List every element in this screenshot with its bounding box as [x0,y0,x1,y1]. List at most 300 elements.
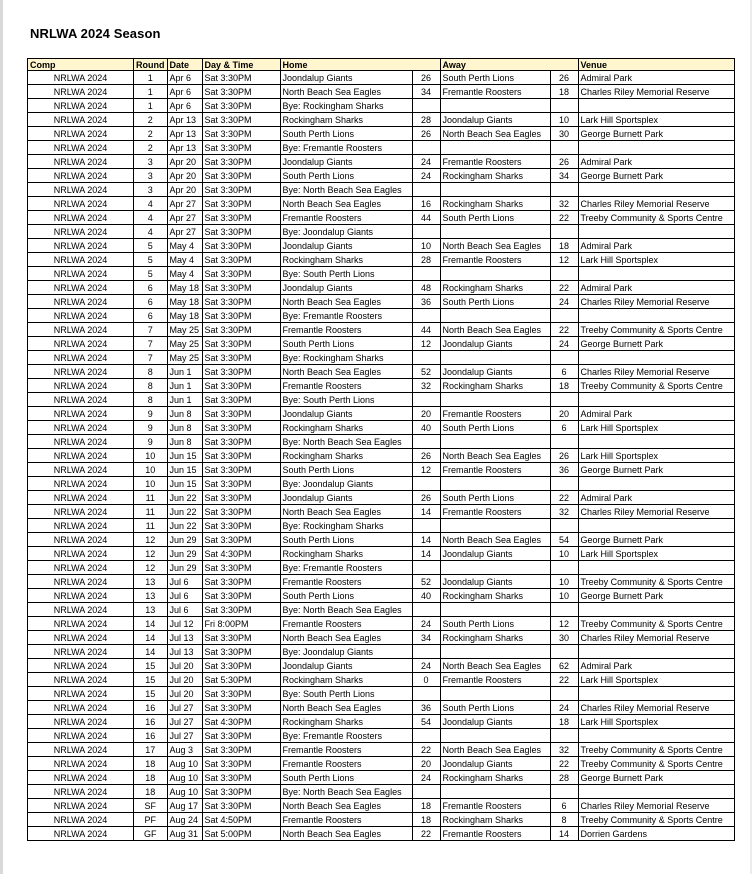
table-row [28,575,735,589]
day-time-cell: Fri 8:00PM [202,617,280,631]
day-time-cell: Sat 3:30PM [202,183,280,197]
table-row [28,547,735,561]
date-cell: Aug 17 [167,799,202,813]
comp-cell: NRLWA 2024 [28,477,134,491]
away-team-cell: Rockingham Sharks [440,197,550,211]
round-cell: 13 [134,589,168,603]
date-cell: Jun 15 [167,463,202,477]
day-time-cell: Sat 5:30PM [202,673,280,687]
round-cell: SF [134,799,168,813]
home-score-cell [412,477,440,491]
day-time-cell: Sat 3:30PM [202,659,280,673]
table-row [28,477,735,491]
table-row [28,435,735,449]
comp-cell: NRLWA 2024 [28,505,134,519]
table-row [28,127,735,141]
header-date: Date [167,59,202,71]
venue-cell: Charles Riley Memorial Reserve [578,505,734,519]
away-team-cell: Joondalup Giants [440,547,550,561]
round-cell: 9 [134,407,168,421]
table-row [28,589,735,603]
away-team-cell: Fremantle Roosters [440,85,550,99]
away-team-cell: North Beach Sea Eagles [440,449,550,463]
day-time-cell: Sat 4:30PM [202,715,280,729]
home-team-cell: North Beach Sea Eagles [280,799,412,813]
round-cell: 6 [134,281,168,295]
away-team-cell: Joondalup Giants [440,575,550,589]
date-cell: Apr 20 [167,169,202,183]
away-score-cell: 34 [550,169,578,183]
table-row [28,449,735,463]
date-cell: Jul 13 [167,645,202,659]
away-score-cell: 10 [550,589,578,603]
round-cell: 10 [134,477,168,491]
day-time-cell: Sat 3:30PM [202,169,280,183]
away-team-cell: South Perth Lions [440,421,550,435]
day-time-cell: Sat 3:30PM [202,491,280,505]
away-team-cell: Fremantle Roosters [440,799,550,813]
round-cell: 8 [134,379,168,393]
day-time-cell: Sat 3:30PM [202,141,280,155]
table-row [28,659,735,673]
day-time-cell: Sat 3:30PM [202,421,280,435]
round-cell: 7 [134,323,168,337]
date-cell: May 25 [167,351,202,365]
day-time-cell: Sat 3:30PM [202,309,280,323]
venue-cell: Charles Riley Memorial Reserve [578,85,734,99]
home-team-cell: South Perth Lions [280,463,412,477]
day-time-cell: Sat 3:30PM [202,729,280,743]
home-score-cell: 28 [412,113,440,127]
date-cell: Jun 29 [167,533,202,547]
home-team-cell: Joondalup Giants [280,659,412,673]
away-score-cell: 18 [550,379,578,393]
away-score-cell: 62 [550,659,578,673]
home-team-cell: Joondalup Giants [280,491,412,505]
round-cell: 12 [134,547,168,561]
away-score-cell [550,645,578,659]
venue-cell: Treeby Community & Sports Centre [578,617,734,631]
date-cell: Jun 22 [167,519,202,533]
home-team-cell: Bye: Joondalup Giants [280,225,412,239]
home-team-cell: Bye: North Beach Sea Eagles [280,785,412,799]
home-score-cell [412,435,440,449]
home-score-cell [412,267,440,281]
venue-cell [578,785,734,799]
table-row [28,253,735,267]
home-score-cell: 26 [412,449,440,463]
home-score-cell [412,183,440,197]
table-row [28,379,735,393]
away-score-cell: 12 [550,253,578,267]
home-score-cell: 14 [412,505,440,519]
round-cell: 15 [134,687,168,701]
comp-cell: NRLWA 2024 [28,421,134,435]
round-cell: 5 [134,253,168,267]
day-time-cell: Sat 3:30PM [202,127,280,141]
away-score-cell: 10 [550,547,578,561]
away-score-cell: 26 [550,449,578,463]
table-row [28,267,735,281]
home-score-cell: 22 [412,827,440,841]
away-score-cell: 6 [550,799,578,813]
day-time-cell: Sat 3:30PM [202,631,280,645]
venue-cell [578,267,734,281]
day-time-cell: Sat 4:50PM [202,813,280,827]
table-row [28,771,735,785]
comp-cell: NRLWA 2024 [28,519,134,533]
away-score-cell: 6 [550,421,578,435]
table-row [28,631,735,645]
date-cell: Apr 20 [167,155,202,169]
date-cell: Jul 27 [167,729,202,743]
away-team-cell: South Perth Lions [440,701,550,715]
table-row [28,239,735,253]
date-cell: Apr 27 [167,225,202,239]
away-team-cell [440,183,550,197]
home-score-cell: 14 [412,533,440,547]
header-comp: Comp [28,59,134,71]
venue-cell: George Burnett Park [578,337,734,351]
table-row [28,463,735,477]
away-score-cell [550,183,578,197]
comp-cell: NRLWA 2024 [28,743,134,757]
away-score-cell: 10 [550,113,578,127]
home-score-cell [412,141,440,155]
day-time-cell: Sat 3:30PM [202,771,280,785]
comp-cell: NRLWA 2024 [28,729,134,743]
round-cell: 10 [134,449,168,463]
venue-cell: George Burnett Park [578,589,734,603]
home-team-cell: Fremantle Roosters [280,813,412,827]
home-score-cell [412,785,440,799]
comp-cell: NRLWA 2024 [28,239,134,253]
day-time-cell: Sat 3:30PM [202,253,280,267]
day-time-cell: Sat 3:30PM [202,645,280,659]
table-row [28,491,735,505]
home-score-cell: 26 [412,491,440,505]
home-score-cell: 18 [412,799,440,813]
venue-cell: Lark Hill Sportsplex [578,113,734,127]
venue-cell: Charles Riley Memorial Reserve [578,799,734,813]
home-score-cell [412,225,440,239]
home-score-cell: 24 [412,617,440,631]
comp-cell: NRLWA 2024 [28,701,134,715]
home-team-cell: South Perth Lions [280,169,412,183]
day-time-cell: Sat 3:30PM [202,463,280,477]
away-score-cell: 30 [550,631,578,645]
comp-cell: NRLWA 2024 [28,211,134,225]
away-score-cell: 22 [550,491,578,505]
round-cell: 10 [134,463,168,477]
home-score-cell: 54 [412,715,440,729]
day-time-cell: Sat 3:30PM [202,85,280,99]
home-team-cell: Bye: Rockingham Sharks [280,99,412,113]
home-score-cell [412,393,440,407]
away-team-cell: Rockingham Sharks [440,379,550,393]
round-cell: 16 [134,701,168,715]
day-time-cell: Sat 3:30PM [202,99,280,113]
round-cell: 7 [134,351,168,365]
home-team-cell: South Perth Lions [280,771,412,785]
home-team-cell: Rockingham Sharks [280,715,412,729]
table-row [28,211,735,225]
home-team-cell: Bye: Fremantle Roosters [280,309,412,323]
round-cell: 12 [134,561,168,575]
home-score-cell: 36 [412,701,440,715]
away-team-cell [440,393,550,407]
away-team-cell [440,225,550,239]
date-cell: Apr 6 [167,99,202,113]
away-team-cell: North Beach Sea Eagles [440,127,550,141]
venue-cell [578,477,734,491]
home-score-cell [412,645,440,659]
date-cell: Aug 24 [167,813,202,827]
venue-cell [578,183,734,197]
away-score-cell: 18 [550,85,578,99]
home-score-cell: 24 [412,155,440,169]
home-team-cell: Bye: Rockingham Sharks [280,519,412,533]
date-cell: May 18 [167,281,202,295]
date-cell: Jun 29 [167,561,202,575]
away-score-cell: 30 [550,127,578,141]
away-score-cell [550,729,578,743]
away-team-cell: Joondalup Giants [440,337,550,351]
away-score-cell: 22 [550,323,578,337]
date-cell: Jun 1 [167,379,202,393]
table-row [28,197,735,211]
date-cell: Jul 13 [167,631,202,645]
home-team-cell: Bye: North Beach Sea Eagles [280,435,412,449]
date-cell: Apr 27 [167,211,202,225]
round-cell: 14 [134,631,168,645]
home-score-cell: 52 [412,575,440,589]
comp-cell: NRLWA 2024 [28,365,134,379]
round-cell: 9 [134,421,168,435]
home-score-cell: 12 [412,463,440,477]
table-row [28,281,735,295]
day-time-cell: Sat 3:30PM [202,561,280,575]
away-team-cell: Fremantle Roosters [440,505,550,519]
away-score-cell [550,99,578,113]
day-time-cell: Sat 5:00PM [202,827,280,841]
home-score-cell: 44 [412,323,440,337]
venue-cell: Admiral Park [578,491,734,505]
away-team-cell: Fremantle Roosters [440,463,550,477]
home-score-cell: 22 [412,743,440,757]
date-cell: May 25 [167,337,202,351]
comp-cell: NRLWA 2024 [28,547,134,561]
date-cell: Jul 6 [167,603,202,617]
away-team-cell: Rockingham Sharks [440,771,550,785]
home-score-cell [412,351,440,365]
away-score-cell: 20 [550,407,578,421]
away-score-cell [550,435,578,449]
comp-cell: NRLWA 2024 [28,295,134,309]
away-team-cell: Fremantle Roosters [440,407,550,421]
date-cell: Apr 20 [167,183,202,197]
header-home: Home [280,59,412,71]
away-score-cell [550,141,578,155]
venue-cell: Lark Hill Sportsplex [578,715,734,729]
table-row [28,603,735,617]
away-team-cell [440,309,550,323]
venue-cell [578,561,734,575]
home-score-cell: 18 [412,813,440,827]
home-team-cell: North Beach Sea Eagles [280,505,412,519]
round-cell: 8 [134,365,168,379]
round-cell: 13 [134,575,168,589]
home-score-cell: 26 [412,71,440,85]
comp-cell: NRLWA 2024 [28,799,134,813]
day-time-cell: Sat 3:30PM [202,519,280,533]
home-team-cell: North Beach Sea Eagles [280,365,412,379]
home-team-cell: Joondalup Giants [280,281,412,295]
venue-cell [578,729,734,743]
comp-cell: NRLWA 2024 [28,715,134,729]
home-team-cell: South Perth Lions [280,589,412,603]
away-score-cell: 18 [550,715,578,729]
away-team-cell [440,351,550,365]
day-time-cell: Sat 3:30PM [202,407,280,421]
comp-cell: NRLWA 2024 [28,771,134,785]
date-cell: Jun 15 [167,449,202,463]
round-cell: 6 [134,309,168,323]
table-row [28,757,735,771]
away-team-cell: Fremantle Roosters [440,673,550,687]
table-row [28,309,735,323]
round-cell: 11 [134,505,168,519]
comp-cell: NRLWA 2024 [28,309,134,323]
round-cell: 3 [134,155,168,169]
comp-cell: NRLWA 2024 [28,323,134,337]
away-score-cell [550,351,578,365]
away-team-cell [440,603,550,617]
away-score-cell: 22 [550,757,578,771]
home-team-cell: Fremantle Roosters [280,323,412,337]
day-time-cell: Sat 3:30PM [202,575,280,589]
day-time-cell: Sat 3:30PM [202,71,280,85]
home-score-cell: 48 [412,281,440,295]
page-title: NRLWA 2024 Season [30,26,161,41]
table-row [28,337,735,351]
comp-cell: NRLWA 2024 [28,183,134,197]
away-team-cell: North Beach Sea Eagles [440,533,550,547]
comp-cell: NRLWA 2024 [28,169,134,183]
away-team-cell: Rockingham Sharks [440,281,550,295]
table-row [28,225,735,239]
away-score-cell [550,393,578,407]
date-cell: Apr 13 [167,113,202,127]
home-team-cell: Joondalup Giants [280,71,412,85]
day-time-cell: Sat 3:30PM [202,337,280,351]
venue-cell: Lark Hill Sportsplex [578,449,734,463]
round-cell: 1 [134,99,168,113]
day-time-cell: Sat 3:30PM [202,449,280,463]
table-row [28,617,735,631]
venue-cell: George Burnett Park [578,169,734,183]
table-row [28,533,735,547]
comp-cell: NRLWA 2024 [28,379,134,393]
date-cell: Aug 10 [167,785,202,799]
date-cell: May 18 [167,309,202,323]
comp-cell: NRLWA 2024 [28,71,134,85]
comp-cell: NRLWA 2024 [28,757,134,771]
date-cell: Jul 6 [167,575,202,589]
away-team-cell: Rockingham Sharks [440,813,550,827]
table-row [28,421,735,435]
venue-cell: Charles Riley Memorial Reserve [578,365,734,379]
away-team-cell: South Perth Lions [440,71,550,85]
day-time-cell: Sat 3:30PM [202,799,280,813]
away-score-cell: 24 [550,701,578,715]
home-score-cell [412,519,440,533]
round-cell: 18 [134,785,168,799]
home-team-cell: Bye: North Beach Sea Eagles [280,183,412,197]
venue-cell: Lark Hill Sportsplex [578,253,734,267]
away-score-cell [550,267,578,281]
table-row [28,365,735,379]
venue-cell: Admiral Park [578,659,734,673]
round-cell: 5 [134,239,168,253]
round-cell: 14 [134,617,168,631]
away-team-cell: Fremantle Roosters [440,827,550,841]
day-time-cell: Sat 3:30PM [202,589,280,603]
table-row [28,71,735,85]
venue-cell [578,645,734,659]
home-team-cell: Rockingham Sharks [280,547,412,561]
home-team-cell: Fremantle Roosters [280,617,412,631]
table-row [28,323,735,337]
date-cell: Apr 13 [167,141,202,155]
page-left-edge [0,0,3,874]
venue-cell: George Burnett Park [578,127,734,141]
home-score-cell: 0 [412,673,440,687]
home-score-cell: 34 [412,85,440,99]
date-cell: May 4 [167,253,202,267]
schedule-table [27,58,735,841]
day-time-cell: Sat 3:30PM [202,379,280,393]
round-cell: 5 [134,267,168,281]
table-row [28,85,735,99]
home-team-cell: North Beach Sea Eagles [280,631,412,645]
away-team-cell: Fremantle Roosters [440,253,550,267]
day-time-cell: Sat 3:30PM [202,351,280,365]
away-score-cell: 28 [550,771,578,785]
header-day-time: Day & Time [202,59,280,71]
header-home-score [412,59,440,71]
date-cell: Jun 8 [167,435,202,449]
day-time-cell: Sat 3:30PM [202,435,280,449]
venue-cell: Admiral Park [578,239,734,253]
home-team-cell: Bye: Fremantle Roosters [280,561,412,575]
date-cell: Apr 27 [167,197,202,211]
home-team-cell: Fremantle Roosters [280,211,412,225]
away-score-cell: 26 [550,71,578,85]
away-score-cell: 32 [550,197,578,211]
date-cell: Aug 3 [167,743,202,757]
round-cell: 4 [134,197,168,211]
home-team-cell: Fremantle Roosters [280,743,412,757]
comp-cell: NRLWA 2024 [28,253,134,267]
table-body [28,71,735,841]
round-cell: 4 [134,211,168,225]
away-score-cell: 24 [550,337,578,351]
home-team-cell: Rockingham Sharks [280,113,412,127]
comp-cell: NRLWA 2024 [28,827,134,841]
round-cell: 14 [134,645,168,659]
round-cell: GF [134,827,168,841]
